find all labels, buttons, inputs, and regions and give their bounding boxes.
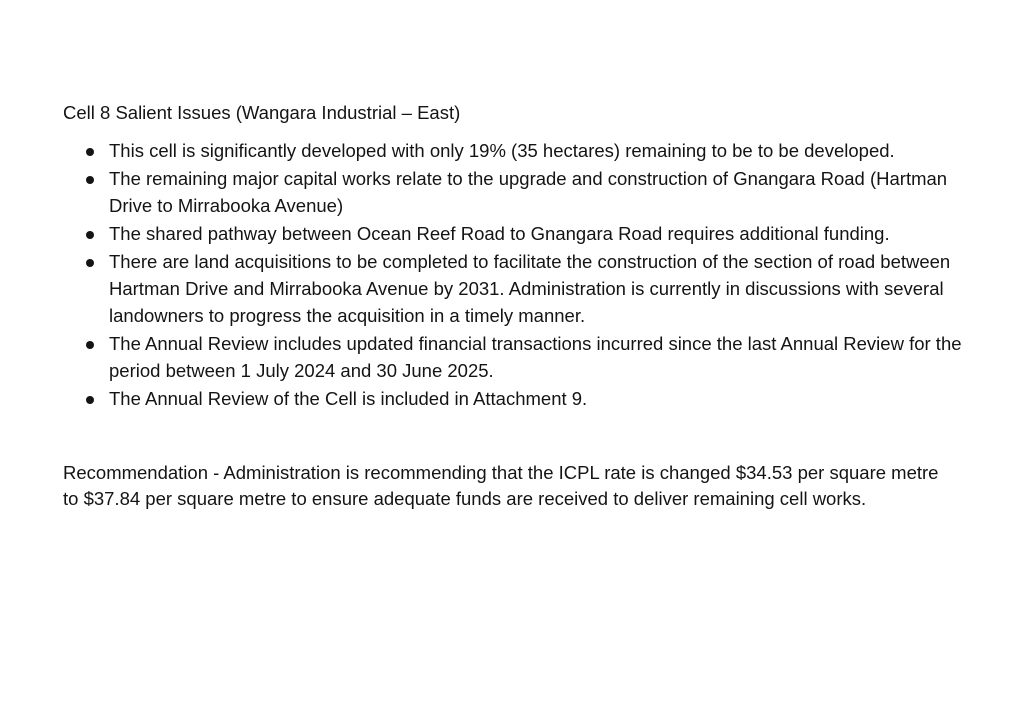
list-item [63, 166, 963, 219]
recommendation-paragraph: Recommendation - Administration is recommending that the ICPL rate is changed $34.53 per square metre to $37.84 per square metre to ensure adequate funds are received to deliver remaining cell works. [63, 461, 939, 510]
list-item [63, 249, 963, 329]
bullet-icon [86, 231, 94, 239]
list-item-text: The Annual Review of the Cell is included in Attachment 9. [109, 387, 588, 409]
bullet-icon [86, 176, 94, 184]
list-item [63, 386, 963, 413]
bullet-icon [86, 148, 94, 156]
list-item-text: There are land acquisitions to be completed to facilitate the construction of the section of road between Hartman Drive and Mirrabooka Avenue by 2031. Administration is currently in discussions with several landowners to progress the acquisition in a timely manner. [109, 251, 951, 326]
list-item-text: This cell is significantly developed with only 19% (35 hectares) remaining to be to be developed. [109, 140, 895, 161]
bullet-icon [86, 259, 94, 267]
list-item [63, 138, 963, 165]
section-heading: Cell 8 Salient Issues (Wangara Industrial – East) [63, 102, 461, 123]
list-item-text: The remaining major capital works relate to the upgrade and construction of Gnangara Road (Hartman Drive to Mirrabooka Avenue) [109, 168, 948, 216]
salient-issues-list [63, 138, 963, 413]
bullet-icon [86, 341, 94, 349]
list-item-text: The Annual Review includes updated financial transactions incurred since the last Annual Review for the period between 1 July 2024 and 30 June 2025. [109, 332, 962, 381]
list-item [63, 221, 963, 248]
document-page [63, 100, 963, 513]
list-item-text: The shared pathway between Ocean Reef Road to Gnangara Road requires additional funding. [109, 223, 890, 245]
bullet-icon [86, 396, 94, 404]
list-item [63, 331, 963, 384]
